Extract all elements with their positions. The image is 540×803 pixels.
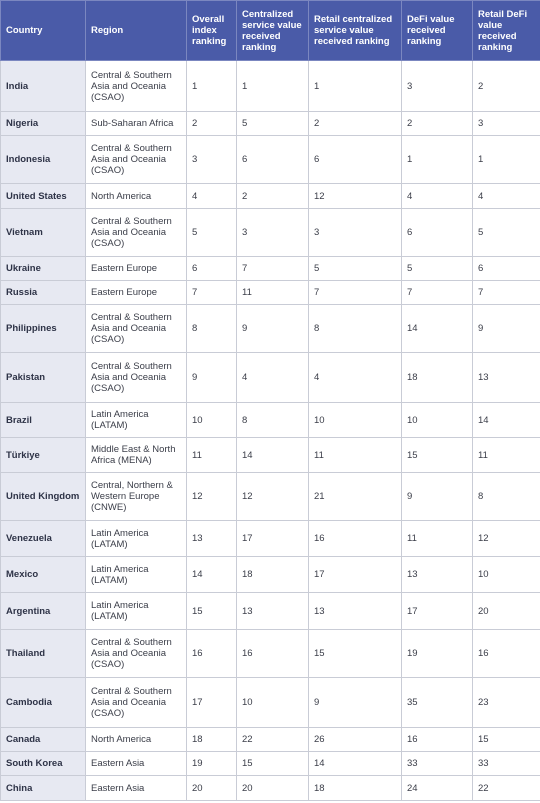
cell-retail-centralized-ranking: 13 xyxy=(309,593,402,630)
cell-defi-ranking: 19 xyxy=(402,630,473,678)
cell-centralized-ranking: 5 xyxy=(237,112,309,136)
cell-defi-ranking: 2 xyxy=(402,112,473,136)
cell-retail-defi-ranking: 3 xyxy=(473,112,540,136)
cell-defi-ranking: 17 xyxy=(402,593,473,630)
cell-retail-centralized-ranking: 8 xyxy=(309,305,402,353)
header-region: Region xyxy=(86,1,187,61)
cell-centralized-ranking: 12 xyxy=(237,473,309,521)
cell-country: Russia xyxy=(1,281,86,305)
cell-centralized-ranking: 6 xyxy=(237,136,309,184)
cell-retail-defi-ranking: 16 xyxy=(473,630,540,678)
cell-country: Canada xyxy=(1,728,86,752)
cell-retail-centralized-ranking: 14 xyxy=(309,752,402,776)
cell-retail-defi-ranking: 4 xyxy=(473,184,540,209)
cell-region: Central & Southern Asia and Oceania (CSAO) xyxy=(86,61,187,112)
cell-region: Eastern Europe xyxy=(86,257,187,281)
cell-centralized-ranking: 7 xyxy=(237,257,309,281)
cell-country: United States xyxy=(1,184,86,209)
table-row xyxy=(1,403,540,438)
cell-retail-defi-ranking: 13 xyxy=(473,353,540,403)
cell-region: Eastern Asia xyxy=(86,752,187,776)
cell-retail-defi-ranking: 20 xyxy=(473,593,540,630)
cell-defi-ranking: 6 xyxy=(402,209,473,257)
table-row xyxy=(1,353,540,403)
cell-overall-ranking: 20 xyxy=(187,776,237,801)
cell-region: Sub-Saharan Africa xyxy=(86,112,187,136)
table-row xyxy=(1,305,540,353)
table-row xyxy=(1,557,540,593)
cell-defi-ranking: 9 xyxy=(402,473,473,521)
cell-defi-ranking: 1 xyxy=(402,136,473,184)
header-retail-centralized-ranking: Retail centralized service value received ranking xyxy=(309,1,402,61)
cell-overall-ranking: 18 xyxy=(187,728,237,752)
table-row xyxy=(1,752,540,776)
cell-country: India xyxy=(1,61,86,112)
cell-centralized-ranking: 17 xyxy=(237,521,309,557)
cell-retail-defi-ranking: 7 xyxy=(473,281,540,305)
cell-overall-ranking: 4 xyxy=(187,184,237,209)
cell-overall-ranking: 11 xyxy=(187,438,237,473)
cell-centralized-ranking: 14 xyxy=(237,438,309,473)
cell-centralized-ranking: 4 xyxy=(237,353,309,403)
cell-overall-ranking: 10 xyxy=(187,403,237,438)
table-row xyxy=(1,630,540,678)
cell-country: Venezuela xyxy=(1,521,86,557)
cell-defi-ranking: 13 xyxy=(402,557,473,593)
cell-retail-centralized-ranking: 1 xyxy=(309,61,402,112)
cell-centralized-ranking: 11 xyxy=(237,281,309,305)
cell-retail-centralized-ranking: 4 xyxy=(309,353,402,403)
cell-country: Philippines xyxy=(1,305,86,353)
cell-retail-centralized-ranking: 26 xyxy=(309,728,402,752)
cell-region: Central & Southern Asia and Oceania (CSAO) xyxy=(86,353,187,403)
cell-country: Vietnam xyxy=(1,209,86,257)
header-row xyxy=(1,1,540,61)
cell-defi-ranking: 11 xyxy=(402,521,473,557)
cell-overall-ranking: 7 xyxy=(187,281,237,305)
cell-region: Central & Southern Asia and Oceania (CSAO) xyxy=(86,136,187,184)
cell-defi-ranking: 5 xyxy=(402,257,473,281)
cell-region: Latin America (LATAM) xyxy=(86,521,187,557)
cell-retail-centralized-ranking: 12 xyxy=(309,184,402,209)
cell-defi-ranking: 3 xyxy=(402,61,473,112)
cell-region: Latin America (LATAM) xyxy=(86,557,187,593)
cell-retail-defi-ranking: 5 xyxy=(473,209,540,257)
cell-country: United Kingdom xyxy=(1,473,86,521)
cell-overall-ranking: 2 xyxy=(187,112,237,136)
table-row xyxy=(1,281,540,305)
cell-retail-defi-ranking: 33 xyxy=(473,752,540,776)
cell-overall-ranking: 14 xyxy=(187,557,237,593)
cell-overall-ranking: 12 xyxy=(187,473,237,521)
cell-retail-centralized-ranking: 16 xyxy=(309,521,402,557)
cell-defi-ranking: 15 xyxy=(402,438,473,473)
cell-overall-ranking: 17 xyxy=(187,678,237,728)
cell-region: Central & Southern Asia and Oceania (CSAO) xyxy=(86,209,187,257)
cell-defi-ranking: 16 xyxy=(402,728,473,752)
cell-country: Nigeria xyxy=(1,112,86,136)
cell-country: Pakistan xyxy=(1,353,86,403)
cell-defi-ranking: 4 xyxy=(402,184,473,209)
table-header xyxy=(1,1,540,61)
cell-country: Indonesia xyxy=(1,136,86,184)
cell-centralized-ranking: 20 xyxy=(237,776,309,801)
cell-retail-centralized-ranking: 7 xyxy=(309,281,402,305)
cell-overall-ranking: 3 xyxy=(187,136,237,184)
table-row xyxy=(1,438,540,473)
cell-defi-ranking: 7 xyxy=(402,281,473,305)
table-row xyxy=(1,61,540,112)
cell-retail-defi-ranking: 15 xyxy=(473,728,540,752)
cell-retail-centralized-ranking: 21 xyxy=(309,473,402,521)
table-row xyxy=(1,257,540,281)
cell-retail-centralized-ranking: 2 xyxy=(309,112,402,136)
table-body xyxy=(1,61,540,801)
cell-retail-centralized-ranking: 6 xyxy=(309,136,402,184)
cell-retail-defi-ranking: 22 xyxy=(473,776,540,801)
table-row xyxy=(1,521,540,557)
cell-region: Central, Northern & Western Europe (CNWE) xyxy=(86,473,187,521)
cell-country: Argentina xyxy=(1,593,86,630)
table-row xyxy=(1,473,540,521)
cell-centralized-ranking: 1 xyxy=(237,61,309,112)
header-defi-ranking: DeFi value received ranking xyxy=(402,1,473,61)
header-country: Country xyxy=(1,1,86,61)
cell-overall-ranking: 5 xyxy=(187,209,237,257)
cell-retail-centralized-ranking: 18 xyxy=(309,776,402,801)
cell-retail-defi-ranking: 2 xyxy=(473,61,540,112)
cell-centralized-ranking: 15 xyxy=(237,752,309,776)
cell-retail-defi-ranking: 12 xyxy=(473,521,540,557)
cell-country: Türkiye xyxy=(1,438,86,473)
cell-centralized-ranking: 13 xyxy=(237,593,309,630)
cell-retail-centralized-ranking: 15 xyxy=(309,630,402,678)
cell-retail-defi-ranking: 6 xyxy=(473,257,540,281)
cell-country: China xyxy=(1,776,86,801)
table-row xyxy=(1,728,540,752)
cell-region: Eastern Asia xyxy=(86,776,187,801)
cell-overall-ranking: 19 xyxy=(187,752,237,776)
cell-region: Middle East & North Africa (MENA) xyxy=(86,438,187,473)
cell-country: South Korea xyxy=(1,752,86,776)
cell-retail-defi-ranking: 1 xyxy=(473,136,540,184)
cell-centralized-ranking: 9 xyxy=(237,305,309,353)
cell-overall-ranking: 6 xyxy=(187,257,237,281)
cell-retail-defi-ranking: 14 xyxy=(473,403,540,438)
cell-region: Central & Southern Asia and Oceania (CSAO) xyxy=(86,678,187,728)
cell-region: Eastern Europe xyxy=(86,281,187,305)
table-row xyxy=(1,209,540,257)
cell-centralized-ranking: 22 xyxy=(237,728,309,752)
cell-overall-ranking: 1 xyxy=(187,61,237,112)
cell-defi-ranking: 24 xyxy=(402,776,473,801)
cell-retail-defi-ranking: 11 xyxy=(473,438,540,473)
cell-overall-ranking: 8 xyxy=(187,305,237,353)
cell-retail-centralized-ranking: 11 xyxy=(309,438,402,473)
cell-retail-defi-ranking: 10 xyxy=(473,557,540,593)
cell-region: Central & Southern Asia and Oceania (CSAO) xyxy=(86,630,187,678)
cell-defi-ranking: 33 xyxy=(402,752,473,776)
cell-centralized-ranking: 16 xyxy=(237,630,309,678)
cell-retail-centralized-ranking: 3 xyxy=(309,209,402,257)
cell-country: Thailand xyxy=(1,630,86,678)
cell-overall-ranking: 15 xyxy=(187,593,237,630)
cell-region: North America xyxy=(86,184,187,209)
cell-defi-ranking: 10 xyxy=(402,403,473,438)
cell-retail-centralized-ranking: 10 xyxy=(309,403,402,438)
cell-centralized-ranking: 3 xyxy=(237,209,309,257)
table-row xyxy=(1,112,540,136)
table-row xyxy=(1,593,540,630)
table-row xyxy=(1,184,540,209)
header-overall-ranking: Overall index ranking xyxy=(187,1,237,61)
cell-region: Latin America (LATAM) xyxy=(86,403,187,438)
cell-defi-ranking: 35 xyxy=(402,678,473,728)
cell-overall-ranking: 13 xyxy=(187,521,237,557)
cell-retail-defi-ranking: 8 xyxy=(473,473,540,521)
cell-country: Brazil xyxy=(1,403,86,438)
cell-region: Latin America (LATAM) xyxy=(86,593,187,630)
cell-centralized-ranking: 8 xyxy=(237,403,309,438)
cell-country: Cambodia xyxy=(1,678,86,728)
cell-defi-ranking: 14 xyxy=(402,305,473,353)
cell-retail-centralized-ranking: 17 xyxy=(309,557,402,593)
cell-country: Ukraine xyxy=(1,257,86,281)
cell-centralized-ranking: 2 xyxy=(237,184,309,209)
cell-retail-defi-ranking: 23 xyxy=(473,678,540,728)
header-retail-defi-ranking: Retail DeFi value received ranking xyxy=(473,1,540,61)
table-row xyxy=(1,136,540,184)
cell-overall-ranking: 9 xyxy=(187,353,237,403)
cell-overall-ranking: 16 xyxy=(187,630,237,678)
cell-region: North America xyxy=(86,728,187,752)
cell-centralized-ranking: 10 xyxy=(237,678,309,728)
header-centralized-ranking: Centralized service value received ranking xyxy=(237,1,309,61)
cell-retail-centralized-ranking: 9 xyxy=(309,678,402,728)
table-row xyxy=(1,776,540,801)
cell-region: Central & Southern Asia and Oceania (CSAO) xyxy=(86,305,187,353)
cell-retail-centralized-ranking: 5 xyxy=(309,257,402,281)
cell-defi-ranking: 18 xyxy=(402,353,473,403)
cell-centralized-ranking: 18 xyxy=(237,557,309,593)
cell-retail-defi-ranking: 9 xyxy=(473,305,540,353)
cell-country: Mexico xyxy=(1,557,86,593)
table-row xyxy=(1,678,540,728)
